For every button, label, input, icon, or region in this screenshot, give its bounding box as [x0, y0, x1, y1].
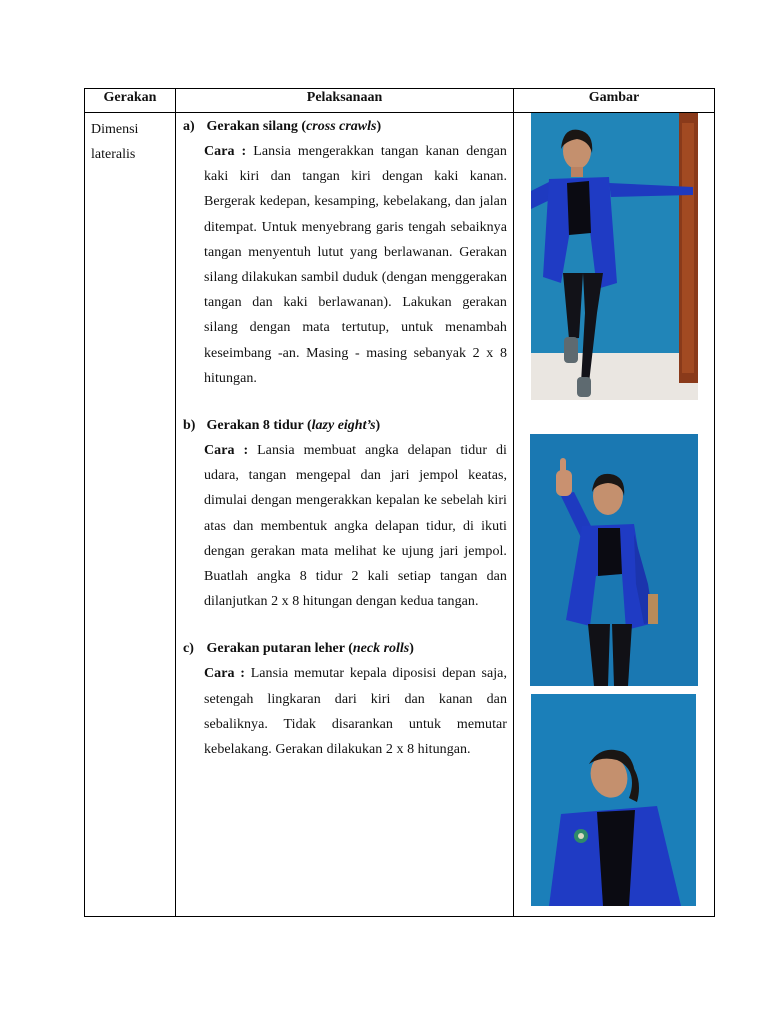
section-title-italic: neck rolls	[352, 641, 410, 657]
cara-text: Lansia membuat angka delapan tidur di udara, tangan mengepal dan jari jempol keatas, dimulai dengan mengerakkan kepalan ke sebelah kiri atas dan membentuk angka delapan tidur, di ikuti dengan gerakan mata melihat ke ujung jari jempol. Buatlah angka 8 tidur 2 kali setiap tangan dan dilanjutkan 2 x 8 hitungan dengan kedua tangan.	[204, 443, 507, 610]
gerakan-line-1: Dimensi	[91, 122, 139, 137]
section-title-text: Gerakan putaran leher (	[206, 641, 353, 657]
section-title	[183, 416, 507, 438]
section-label: c)	[183, 641, 194, 657]
photo-lazy-eights	[530, 434, 698, 686]
section-title-italic: cross crawls	[306, 119, 377, 134]
cara-label: Cara :	[204, 144, 247, 159]
cara-text: Lansia mengerakkan tangan kanan dengan kaki kiri dan tangan kiri dengan kaki kanan. Bergerak kedepan, kesamping, kebelakang, dan jalan ditempat. Untuk menyebrang garis tengah sebaiknya tangan menyentuh lutut yang berlawanan. Gerakan silang dilakukan sambil duduk (dengan menggerakan tangan dan kaki berlawanan). Lakukan gerakan silang dengan mata tertutup, untuk menambah keseimbang -an. Masing - masing sebanyak 2 x 8 hitungan.	[204, 144, 507, 386]
cara-label: Cara :	[204, 666, 245, 682]
section-neck-rolls	[183, 639, 507, 762]
section-title-text: Gerakan 8 tidur (	[206, 418, 312, 434]
pelaksanaan-cell	[183, 117, 507, 787]
section-title-end: )	[376, 119, 382, 134]
column-divider	[513, 89, 514, 916]
gerakan-line-2: lateralis	[91, 147, 136, 162]
cara-text: Lansia memutar kepala diposisi depan saja, setengah lingkaran dari kiri dan kanan dan sebaliknya. Tidak disarankan untuk memutar kebelakang. Gerakan dilakukan 2 x 8 hitungan.	[204, 666, 507, 758]
section-label: b)	[183, 418, 196, 434]
section-title-end: )	[375, 418, 381, 434]
section-label: a)	[183, 119, 195, 134]
section-title-text: Gerakan silang (	[206, 119, 307, 134]
header-gambar: Gambar	[588, 90, 640, 105]
section-lazy-eights	[183, 416, 507, 614]
photo-neck-rolls	[531, 694, 696, 906]
column-divider	[175, 89, 176, 916]
section-title-italic: lazy eight’s	[311, 418, 376, 434]
section-title-end: )	[409, 641, 414, 657]
cara-label: Cara :	[204, 443, 249, 459]
header-gerakan: Gerakan	[103, 90, 157, 105]
section-cross-crawls	[183, 117, 507, 391]
section-title	[183, 639, 507, 661]
photo-cross-crawls	[531, 113, 698, 400]
section-body	[204, 661, 507, 762]
section-body	[204, 438, 507, 614]
section-title	[183, 117, 507, 139]
header-pelaksanaan: Pelaksanaan	[306, 90, 383, 105]
gerakan-cell	[91, 117, 171, 167]
section-body	[204, 139, 507, 391]
